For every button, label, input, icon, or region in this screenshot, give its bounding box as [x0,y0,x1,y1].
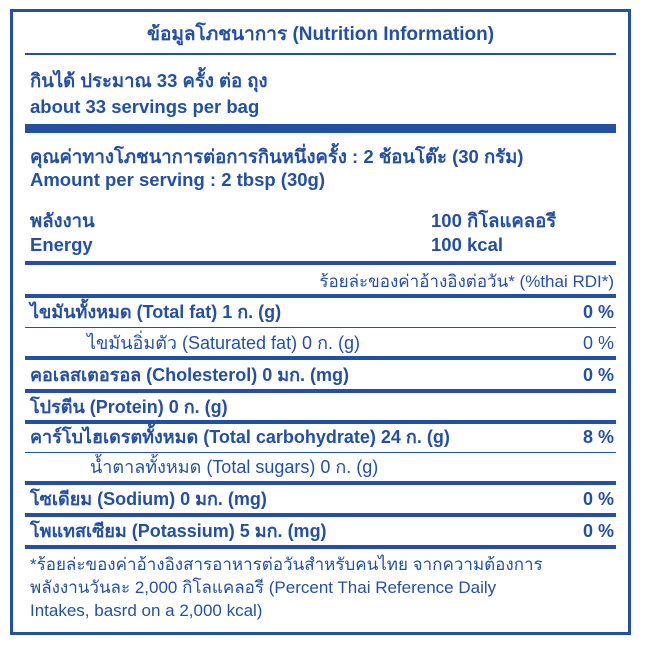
row-divider [25,389,616,393]
title-divider [25,53,616,55]
energy-value-english: 100 kcal [431,234,504,255]
nutrient-row-cholesterol [30,363,614,387]
row-divider [25,327,616,328]
serving-size-thai: คุณค่าทางโภชนาการต่อการกินหนึ่งครั้ง : 2 ช้อนโต๊ะ (30 กรัม) [30,146,524,167]
servings-thai: กินได้ ประมาณ 33 ครั้ง ต่อ ถุง [30,70,268,91]
label-title: ข้อมูลโภชนาการ (Nutrition Information) [146,24,495,45]
nutrient-row-sodium [30,487,614,511]
row-divider [25,513,616,517]
nutrient-pct: 0 % [582,333,614,353]
footnote-divider [25,545,616,549]
rdi-divider [25,294,616,298]
nutrient-row-total-fat [30,300,614,324]
row-divider [25,452,616,453]
nutrient-name: โซเดียม (Sodium) 0 มก. (mg) [30,489,267,509]
nutrient-name: โปรตีน (Protein) 0 ก. (g) [30,397,228,417]
serving-size-english: Amount per serving : 2 tbsp (30g) [30,169,326,190]
nutrient-name: น้ำตาลทั้งหมด (Total sugars) 0 ก. (g) [90,457,379,477]
nutrient-row-carbohydrate [30,425,614,449]
nutrient-row-protein [30,395,614,419]
nutrient-pct: 0 % [582,302,614,322]
nutrient-pct: 8 % [582,427,614,447]
rdi-header: ร้อยล่ะของค่าอ้างอิงต่อวัน* (%thai RDI*) [319,272,614,291]
nutrient-name: ไขมันอิ่มตัว (Saturated fat) 0 ก. (g) [87,333,360,353]
row-divider [25,481,616,485]
nutrient-name: คาร์โบไฮเดรตทั้งหมด (Total carbohydrate) 24 ก. (g) [30,427,450,447]
energy-label-english: Energy [30,234,93,255]
row-divider [25,356,616,360]
nutrient-name: โพแทสเซียม (Potassium) 5 มก. (mg) [30,521,327,541]
footnote-line-3: Intakes, basrd on a 2,000 kcal) [30,601,263,620]
rdi-footnote [30,553,620,622]
servings-divider [25,124,616,133]
nutrient-row-saturated-fat [30,331,614,355]
row-divider [25,420,616,424]
nutrient-pct: 0 % [582,521,614,541]
nutrition-label [10,9,631,635]
footnote-line-1: *ร้อยล่ะของค่าอ้างอิงสารอาหารต่อวันสำหรับคนไทย จากความต้องการ [30,555,543,574]
nutrient-name: คอเลสเตอรอล (Cholesterol) 0 มก. (mg) [30,365,349,385]
nutrient-name: ไขมันทั้งหมด (Total fat) 1 ก. (g) [30,302,282,322]
nutrient-pct: 0 % [582,489,614,509]
nutrient-row-sugars [30,455,614,479]
nutrient-row-potassium [30,519,614,543]
nutrient-pct: 0 % [582,365,614,385]
energy-value-thai: 100 กิโลแคลอรี [431,210,557,231]
energy-label-thai: พลังงาน [30,210,95,231]
footnote-line-2: พลังงานวันละ 2,000 กิโลแคลอรี (Percent Thai Reference Daily [30,578,497,597]
energy-divider [25,261,616,265]
servings-english: about 33 servings per bag [30,96,260,117]
